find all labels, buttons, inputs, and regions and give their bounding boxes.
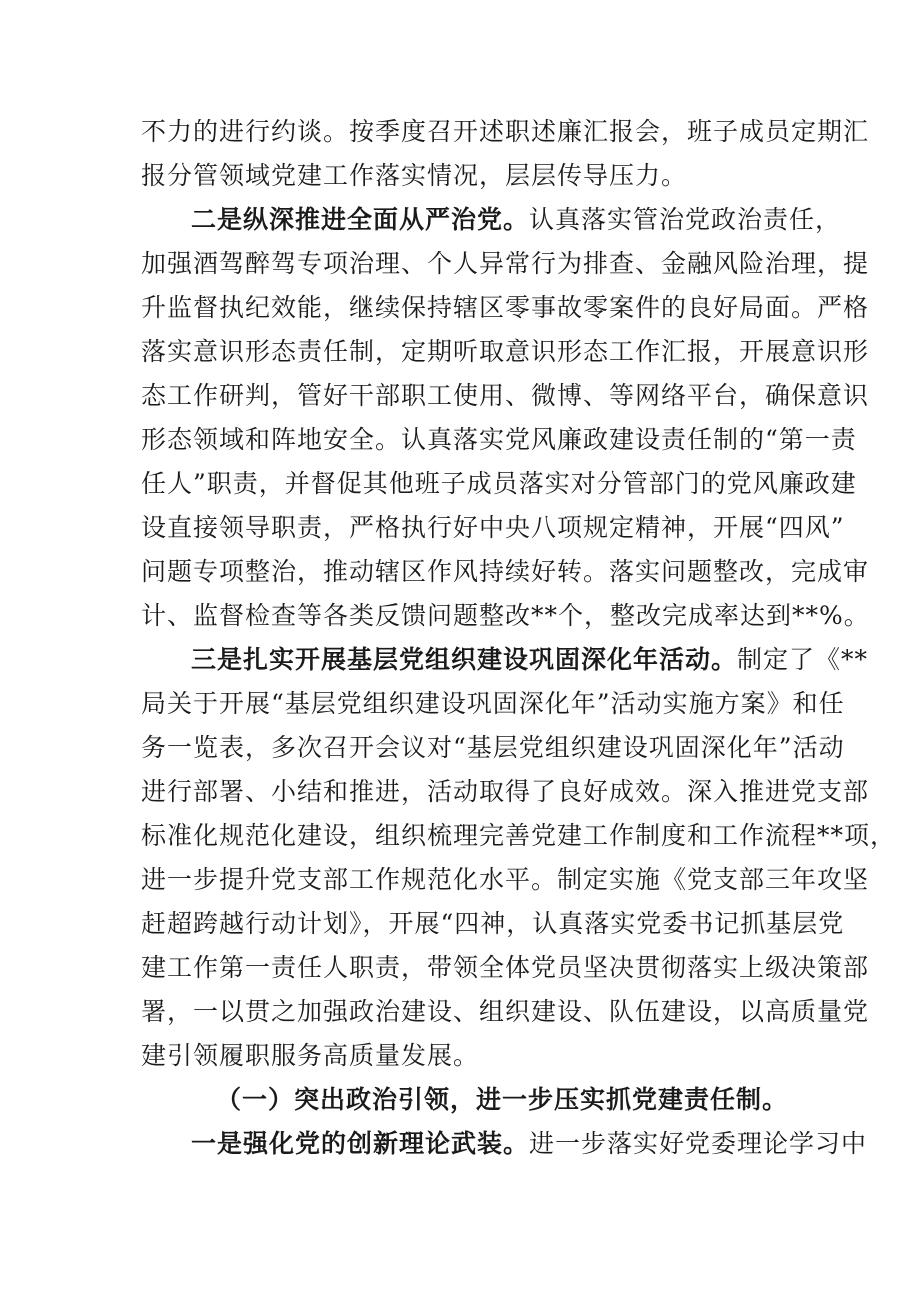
line-text: 问题专项整治，推动辖区作风持续好转。落实问题整改，完成审: [141, 557, 870, 586]
line-text: 建引领履职服务高质量发展。: [141, 1041, 480, 1070]
line-text: 标准化规范化建设，组织梳理完善党建工作制度和工作流程**项，: [141, 821, 897, 850]
bold-lead-phrase: 三是扎实开展基层党组织建设巩固深化年活动。: [191, 645, 738, 674]
text-line: [141, 156, 801, 196]
text-line: [141, 1080, 801, 1120]
text-line: [141, 200, 842, 240]
line-text: 不力的进行约谈。按季度召开述职述廉汇报会，班子成员定期汇: [141, 117, 870, 146]
line-text: 认真落实管治党政治责任，: [529, 205, 842, 234]
line-text: 进一步落实好党委理论学习中: [529, 1129, 868, 1158]
line-text: 报分管领域党建工作落实情况，层层传导压力。: [141, 161, 688, 190]
text-line: [141, 464, 857, 504]
bold-lead-phrase: （一）突出政治引领，进一步压实抓党建责任制。: [216, 1085, 789, 1114]
text-line: [141, 552, 870, 592]
line-text: 署，一以贯之加强政治建设、组织建设、队伍建设，以高质量党: [141, 997, 870, 1026]
line-text: 进一步提升党支部工作规范化水平。制定实施《党支部三年攻坚: [141, 865, 870, 894]
bold-lead-phrase: 二是纵深推进全面从严治党。: [191, 205, 530, 234]
text-line: [141, 640, 869, 680]
line-text: 升监督执纪效能，继续保持辖区零事故零案件的良好局面。严格: [141, 293, 870, 322]
line-text: 务一览表，多次召开会议对“基层党组织建设巩固深化年”活动: [141, 733, 845, 762]
line-text: 落实意识形态责任制，定期听取意识形态工作汇报，开展意识形: [141, 337, 870, 366]
text-line: [141, 904, 845, 944]
line-text: 建工作第一责任人职责，带领全体党员坚决贯彻落实上级决策部: [141, 953, 870, 982]
line-text: 设直接领导职责，严格执行好中央八项规定精神，开展“四风”: [141, 513, 845, 542]
line-text: 加强酒驾醉驾专项治理、个人异常行为排查、金融风险治理，提: [141, 249, 870, 278]
line-text: 制定了《**: [737, 645, 869, 674]
text-line: [141, 684, 845, 724]
text-line: [141, 772, 870, 812]
text-line: [141, 948, 870, 988]
line-text: 任人”职责，并督促其他班子成员落实对分管部门的党风廉政建: [141, 469, 857, 498]
text-line: [141, 244, 870, 284]
line-text: 计、监督检查等各类反馈问题整改**个，整改完成率达到**%。: [141, 601, 870, 630]
line-text: 进行部署、小结和推进，活动取得了良好成效。深入推进党支部: [141, 777, 870, 806]
text-line: [141, 860, 870, 900]
text-line: [141, 332, 870, 372]
text-line: [141, 508, 845, 548]
text-line: [141, 112, 870, 152]
text-line: [141, 816, 897, 856]
text-line: [141, 1036, 801, 1076]
line-text: 赶超跨越行动计划》，开展“四神，认真落实党委书记抓基层党: [141, 909, 845, 938]
line-text: 局关于开展“基层党组织建设巩固深化年”活动实施方案》和任: [141, 689, 845, 718]
text-line: [141, 992, 870, 1032]
line-text: 形态领域和阵地安全。认真落实党风廉政建设责任制的“第一责: [141, 425, 857, 454]
text-line: [141, 728, 845, 768]
text-line: [141, 376, 870, 416]
document-body: [141, 112, 897, 1168]
text-line: [141, 596, 870, 636]
text-line: [141, 420, 857, 460]
bold-lead-phrase: 一是强化党的创新理论武装。: [191, 1129, 530, 1158]
line-text: 态工作研判，管好干部职工使用、微博、等网络平台，确保意识: [141, 381, 870, 410]
text-line: [141, 288, 870, 328]
text-line: [141, 1124, 868, 1164]
